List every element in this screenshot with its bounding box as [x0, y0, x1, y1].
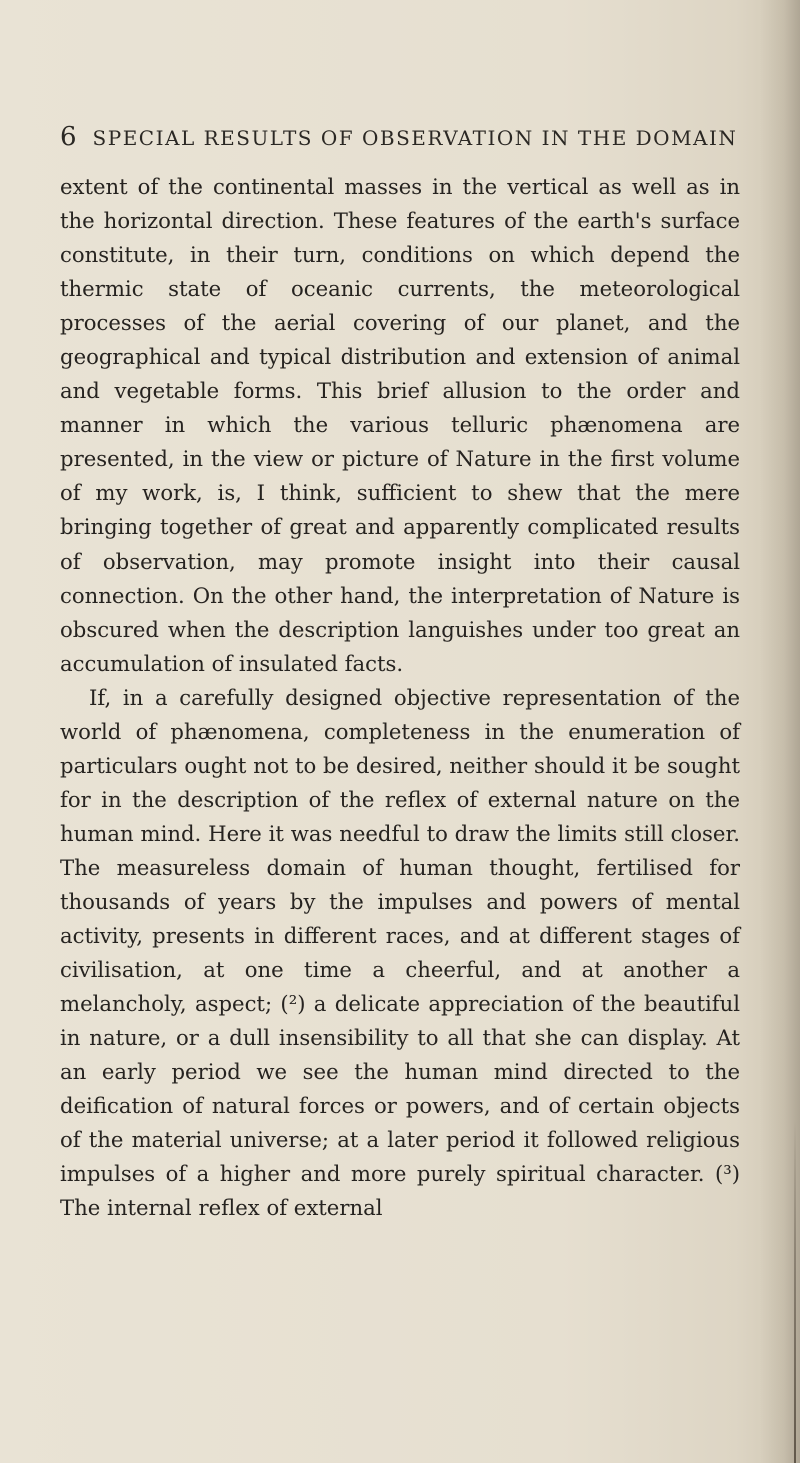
page-number: 6: [60, 122, 77, 152]
running-header: [60, 122, 750, 152]
page-edge-line: [794, 1120, 796, 1463]
paragraph: If, in a carefully designed objective representation of the world of phænomena, completeness in the enumeration of particulars ought not to be desired, neither should it be sought for in the description of the reflex of external nature on the human mind. Here it was needful to draw the limits still closer. The measureless domain of human thought, fertilised for thousands of years by the impulses and powers of mental activity, presents in different races, and at different stages of civilisation, at one time a cheerful, and at another a melancholy, aspect; (²) a delicate appreciation of the beautiful in nature, or a dull insensibility to all that she can display. At an early period we see the human mind directed to the deification of natural forces or powers, and of certain objects of the material universe; at a later period it followed religious impulses of a higher and more purely spiritual character. (³) The internal reflex of external: [60, 684, 740, 1221]
paragraph-continued: extent of the continental masses in the vertical as well as in the horizontal direction. These features of the earth's surface constitute, in their turn, conditions on which depend the thermic state of oceanic currents, the meteorological processes of the aerial covering of our planet, and the geographical and typical distribution and extension of animal and vegetable forms. This brief allusion to the order and manner in which the various telluric phænomena are presented, in the view or picture of Nature in the first volume of my work, is, I think, sufficient to shew that the mere bringing together of great and apparently complicated results of observation, may promote insight into their causal connection. On the other hand, the interpretation of Nature is obscured when the description languishes under too great an accumulation of insulated facts.: [60, 174, 740, 676]
running-title: SPECIAL RESULTS OF OBSERVATION IN THE DOMAIN: [92, 126, 738, 150]
body-text: [60, 170, 740, 1225]
